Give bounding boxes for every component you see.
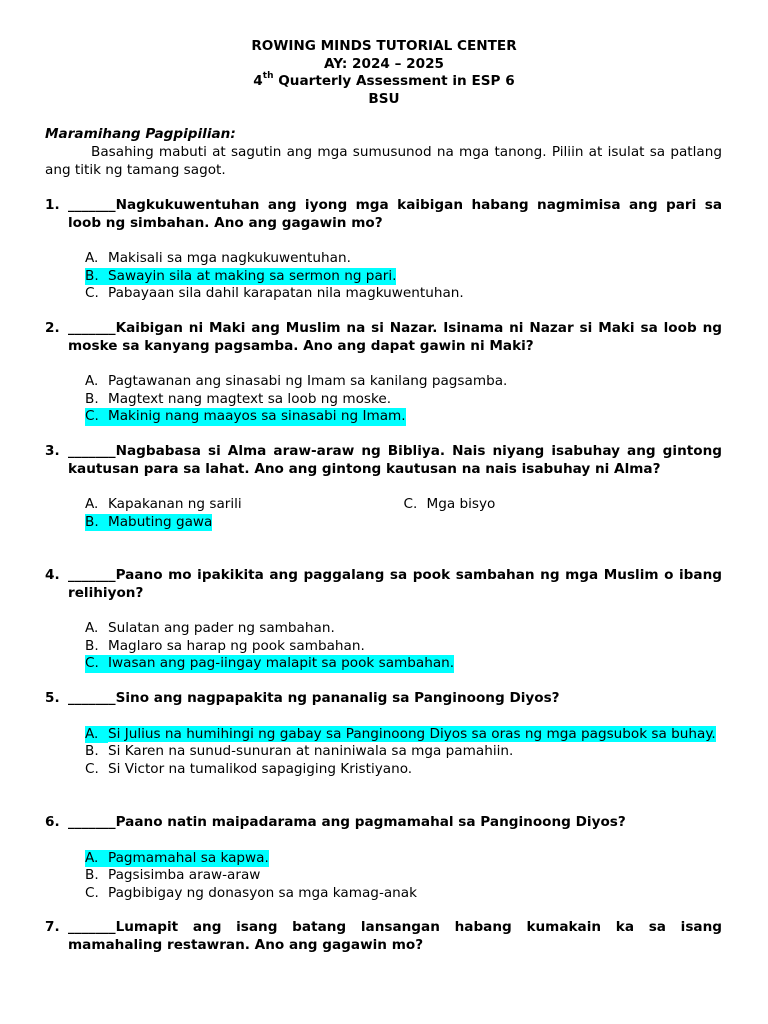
choice-a: A. Pagtawanan ang sinasabi ng Imam sa kanilang pagsamba. [85, 373, 508, 389]
question-stem [45, 567, 722, 602]
question-text: _______Kaibigan ni Maki ang Muslim na si Nazar. Isinama ni Nazar si Maki sa loob ng moske sa kanyang pagsamba. Ano ang dapat gawin ni Maki? [68, 320, 722, 354]
question-text: _______Paano natin maipadarama ang pagmamahal sa Panginoong Diyos? [68, 814, 626, 830]
choice-a-highlighted: A. Si Julius na humihingi ng gabay sa Panginoong Diyos sa oras ng mga pagsubok sa buhay. [85, 725, 716, 742]
question-text: _______Lumapit ang isang batang lansangan habang kumakain ka sa isang mamahaling restawran. Ano ang gagawin mo? [68, 919, 722, 953]
academic-year: AY: 2024 – 2025 [324, 55, 444, 72]
question-number: 6. [45, 814, 60, 830]
choice-c: C. Si Victor na tumalikod sapagiging Kristiyano. [85, 760, 413, 777]
question-6 [45, 814, 722, 902]
section-title: Maramihang Pagpipilian: [45, 126, 236, 142]
choice-b-highlighted: B. Sawayin sila at making sa sermon ng pari. [85, 267, 397, 284]
question-number: 1. [45, 197, 60, 213]
question-4 [45, 567, 722, 673]
choice-c: C. Pabayaan sila dahil karapatan nila magkuwentuhan. [85, 285, 464, 301]
question-text: _______Nagkukuwentuhan ang iyong mga kaibigan habang nagmimisa ang pari sa loob ng simbahan. Ano ang gagawin mo? [68, 197, 722, 231]
choice-b: B. Magtext nang magtext sa loob ng moske. [85, 390, 392, 407]
choices [85, 373, 722, 426]
instructions: Basahing mabuti at sagutin ang mga sumusunod na mga tanong. Piliin at isulat sa patlang ang titik ng tamang sagot. [45, 144, 722, 178]
choice-b-highlighted: B. Mabuting gawa [85, 513, 213, 530]
question-5 [45, 690, 722, 778]
assessment-title: 4th Quarterly Assessment in ESP 6 [253, 71, 515, 89]
choice-a: A. Makisali sa mga nagkukuwentuhan. [85, 250, 351, 266]
question-text: _______Sino ang nagpapakita ng pananalig sa Panginoong Diyos? [68, 690, 560, 706]
choice-c-highlighted: C. Makinig nang maayos sa sinasabi ng Imam. [85, 408, 406, 424]
question-text: _______Paano mo ipakikita ang paggalang sa pook sambahan ng mga Muslim o ibang relihiyon? [68, 567, 722, 601]
choice-c: C. Pagbibigay ng donasyon sa mga kamag-anak [85, 884, 417, 901]
choices [85, 620, 722, 673]
question-stem [45, 919, 722, 954]
choice-a-highlighted: A. Pagmamahal sa kapwa. [85, 849, 269, 866]
question-stem [45, 320, 722, 355]
question-number: 5. [45, 690, 60, 706]
question-number: 2. [45, 320, 60, 336]
school-name: ROWING MINDS TUTORIAL CENTER [251, 38, 517, 54]
choice-c-highlighted: C. Iwasan ang pag-iingay malapit sa pook sambahan. [85, 655, 455, 671]
choices [85, 850, 722, 903]
choices [85, 496, 722, 531]
choices [85, 726, 722, 779]
question-2 [45, 320, 722, 426]
question-number: 7. [45, 919, 60, 935]
question-stem [45, 443, 722, 478]
choice-b: B. Pagsisimba araw-araw [85, 867, 261, 883]
choice-a: A. Kapakanan ng sarili [85, 496, 242, 512]
question-stem [45, 197, 722, 232]
choice-b: B. Si Karen na sunud-sunuran at naniniwala sa mga pamahiin. [85, 743, 514, 759]
choice-a: A. Sulatan ang pader ng sambahan. [85, 620, 335, 636]
question-number: 3. [45, 443, 60, 459]
question-3 [45, 443, 722, 531]
section-code: BSU [368, 90, 400, 107]
document-header [0, 38, 768, 108]
choice-c: C. Mga bisyo [403, 496, 496, 512]
choice-b: B. Maglaro sa harap ng pook sambahan. [85, 637, 365, 654]
choices [85, 250, 722, 303]
question-number: 4. [45, 567, 60, 583]
question-7 [45, 919, 722, 954]
question-text: _______Nagbabasa si Alma araw-araw ng Bibliya. Nais niyang isabuhay ang gintong kautusan para sa lahat. Ano ang gintong kautusan na nais isabuhay ni Alma? [68, 443, 722, 477]
question-stem [45, 690, 722, 708]
question-stem [45, 814, 722, 832]
question-1 [45, 197, 722, 303]
